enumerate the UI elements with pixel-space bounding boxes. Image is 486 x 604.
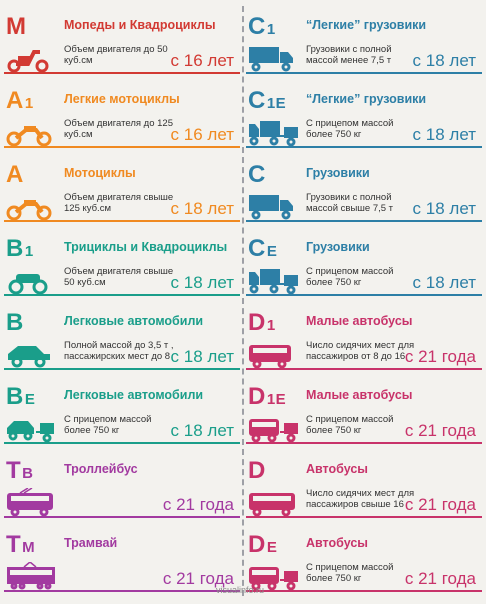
category-title: Троллейбус <box>64 462 138 476</box>
category-underline <box>4 146 240 148</box>
category-description: С прицепом массой более 750 кг <box>306 562 394 584</box>
category-underline <box>246 146 482 148</box>
category-description: Грузовики с полной массой менее 7,5 т <box>306 44 392 66</box>
category-letter: D <box>248 531 266 558</box>
truck-trailer-icon <box>248 266 298 296</box>
category-subscript: 1 <box>266 21 276 38</box>
motorcycle-icon <box>6 192 56 222</box>
scooter-icon <box>6 44 56 74</box>
car-icon <box>6 340 56 370</box>
category-underline <box>246 442 482 444</box>
minimum-age: с 18 лет <box>170 347 234 366</box>
quad-bike-icon <box>6 266 56 296</box>
category-subscript: 1E <box>266 95 287 112</box>
category-underline <box>4 220 240 222</box>
category-code <box>248 15 276 42</box>
category-card <box>4 450 240 525</box>
category-subscript: 1 <box>24 243 34 260</box>
category-description: Число сидячих мест для пассажиров свыше 16 <box>306 488 415 510</box>
category-title: “Легкие” грузовики <box>306 92 427 106</box>
category-underline <box>246 220 482 222</box>
category-description: С прицепом массой более 750 кг <box>306 414 394 436</box>
car-trailer-icon <box>6 414 56 444</box>
category-card <box>246 228 482 303</box>
site-credit: visualinfo.ru <box>216 585 265 595</box>
category-underline <box>246 72 482 74</box>
category-title: Грузовики <box>306 166 370 180</box>
minimum-age: с 18 лет <box>412 199 476 218</box>
category-title: Малые автобусы <box>306 388 413 402</box>
category-underline <box>246 590 482 592</box>
category-letter: D <box>248 309 266 336</box>
category-letter: C <box>248 235 266 262</box>
category-underline <box>246 368 482 370</box>
category-subscript: M <box>22 539 36 556</box>
category-letter: C <box>248 161 266 188</box>
category-underline <box>4 590 240 592</box>
category-title: Автобусы <box>306 462 368 476</box>
tram-icon <box>6 562 56 592</box>
category-card <box>246 80 482 155</box>
category-letter: B <box>6 383 24 410</box>
category-code <box>6 459 34 486</box>
category-title: Трамвай <box>64 536 118 550</box>
category-description: Грузовики с полной массой свыше 7,5 т <box>306 192 394 214</box>
category-underline <box>4 72 240 74</box>
minibus-icon <box>248 340 298 370</box>
minimum-age: с 21 года <box>404 421 476 440</box>
category-letter: B <box>6 235 24 262</box>
category-underline <box>4 368 240 370</box>
category-card <box>246 450 482 525</box>
light-truck-trailer-icon <box>248 118 298 148</box>
category-card <box>246 376 482 451</box>
category-subscript: 1 <box>24 95 34 112</box>
category-code <box>6 385 35 412</box>
category-letter: C <box>248 87 266 114</box>
category-description: Объем двигателя до 125 куб.см <box>64 118 173 140</box>
category-code <box>6 533 35 560</box>
category-code <box>248 459 266 483</box>
column-divider <box>242 6 244 596</box>
category-card <box>4 228 240 303</box>
category-subscript: B <box>22 465 34 482</box>
category-description: С прицепом массой более 750 кг <box>306 266 394 288</box>
category-card <box>4 80 240 155</box>
minimum-age: с 18 лет <box>170 421 234 440</box>
category-underline <box>4 294 240 296</box>
category-code <box>6 237 34 264</box>
category-card <box>246 302 482 377</box>
category-underline <box>246 294 482 296</box>
category-title: Грузовики <box>306 240 370 254</box>
category-description: Объем двигателя свыше 50 куб.см <box>64 266 174 288</box>
category-subscript: 1E <box>266 391 287 408</box>
category-code <box>6 89 34 116</box>
category-underline <box>4 516 240 518</box>
category-title: Мопеды и Квадроциклы <box>64 18 216 32</box>
category-card <box>4 154 240 229</box>
category-code <box>248 311 276 338</box>
category-letter: B <box>6 309 24 336</box>
category-description: Объем двигателя свыше 125 куб.см <box>64 192 174 214</box>
light-truck-icon <box>248 44 298 74</box>
category-letter: C <box>248 13 266 40</box>
light-motorcycle-icon <box>6 118 56 148</box>
category-letter: A <box>6 161 24 188</box>
category-code <box>248 385 286 412</box>
category-card <box>246 6 482 81</box>
category-title: Легкие мотоциклы <box>64 92 180 106</box>
category-subscript: E <box>266 539 278 556</box>
category-letter: T <box>6 531 22 558</box>
category-description: С прицепом массой более 750 кг <box>64 414 152 436</box>
category-underline <box>4 442 240 444</box>
bus-icon <box>248 488 298 518</box>
category-description: Число сидячих мест для пассажиров от 8 до 16 <box>306 340 415 362</box>
category-card <box>246 524 482 599</box>
category-card <box>4 524 240 599</box>
category-letter: A <box>6 87 24 114</box>
category-letter: D <box>248 457 266 484</box>
category-subscript: E <box>24 391 36 408</box>
category-code <box>6 15 27 39</box>
minimum-age: с 21 года <box>404 347 476 366</box>
category-code <box>6 311 24 335</box>
category-title: Мотоциклы <box>64 166 136 180</box>
category-underline <box>246 516 482 518</box>
category-title: Легковые автомобили <box>64 314 204 328</box>
category-subscript: 1 <box>266 317 276 334</box>
minimum-age: с 16 лет <box>170 51 234 70</box>
minimum-age: с 18 лет <box>170 199 234 218</box>
category-card <box>4 6 240 81</box>
category-title: “Легкие” грузовики <box>306 18 427 32</box>
category-code <box>248 237 277 264</box>
category-card <box>246 154 482 229</box>
minibus-trailer-icon <box>248 414 298 444</box>
minimum-age: с 18 лет <box>412 51 476 70</box>
trolleybus-icon <box>6 488 56 518</box>
truck-icon <box>248 192 298 222</box>
category-code <box>248 163 266 187</box>
category-title: Малые автобусы <box>306 314 413 328</box>
category-description: С прицепом массой более 750 кг <box>306 118 394 140</box>
minimum-age: с 16 лет <box>170 125 234 144</box>
category-subscript: E <box>266 243 278 260</box>
category-description: Объем двигателя до 50 куб.см <box>64 44 168 66</box>
minimum-age: с 21 года <box>162 495 234 514</box>
category-title: Легковые автомобили <box>64 388 204 402</box>
category-code <box>248 533 277 560</box>
category-letter: M <box>6 13 27 40</box>
category-letter: T <box>6 457 22 484</box>
category-card <box>4 376 240 451</box>
category-title: Автобусы <box>306 536 368 550</box>
minimum-age: с 21 года <box>404 495 476 514</box>
category-description: Полной массой до 3,5 т , пассажирских мест до 8 <box>64 340 174 362</box>
category-code <box>6 163 24 187</box>
category-code <box>248 89 286 116</box>
category-title: Трициклы и Квадроциклы <box>64 240 228 254</box>
category-card <box>4 302 240 377</box>
minimum-age: с 18 лет <box>412 273 476 292</box>
minimum-age: с 21 года <box>162 569 234 588</box>
minimum-age: с 18 лет <box>412 125 476 144</box>
minimum-age: с 21 года <box>404 569 476 588</box>
minimum-age: с 18 лет <box>170 273 234 292</box>
category-letter: D <box>248 383 266 410</box>
